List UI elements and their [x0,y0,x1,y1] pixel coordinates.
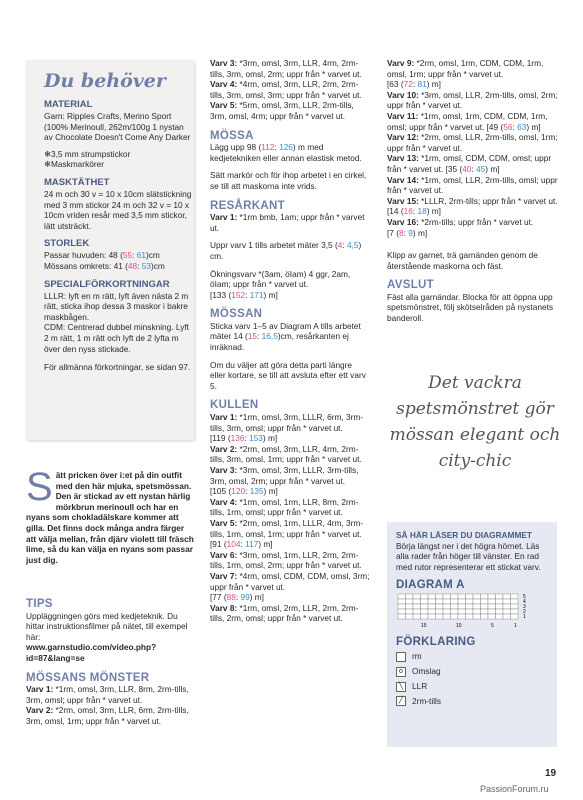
size-heading: STORLEK [44,238,90,250]
diagram-cell [436,599,444,604]
kullen-row: Varv 16: *2rm-tills; uppr från * varvet ut. [387,216,534,227]
diagram-cell [481,599,489,604]
k2tog-icon: ╱ [396,696,406,706]
diagram-a-chart [396,592,546,630]
mossan-heading: MÖSSAN [210,308,263,321]
diagram-cell [503,599,511,604]
row-number: 4 [523,598,526,605]
abbr-more: För allmänna förkortningar, se sidan 97. [44,362,191,373]
diagram-grid [398,594,518,619]
diagram-howto-heading: SÅ HÄR LÄSER DU DIAGRAMMET [396,530,532,540]
stitch-count: [77 (88: 99) m] [210,592,264,603]
kullen-row: Varv 14: *1rm, omsl, LLR, 2rm-tills, omsl; uppr från * varvet ut. [387,174,558,196]
middle-column [210,58,370,624]
diagram-cell [488,604,496,609]
kullen-row: Varv 9: *2rm, omsl, 1rm, CDM, CDM, 1rm, omsl, 1rm; uppr från * varvet ut. [387,58,544,79]
kullen-row: Varv 4: *1rm, omsl, 1rm, LLR, 8rm, 2rm-tills, 1rm, omsl; uppr från * varvet ut. [210,496,359,518]
diagram-cell [466,614,474,619]
pull-quote: Det vackra spetsmönstret gör mössan elegant och city-chic [389,373,561,471]
diagram-cell [458,614,466,619]
diagram-cell [496,609,504,614]
kullen-row: Varv 11: *1rm, omsl, 1rm, CDM, CDM, 1rm, omsl; uppr från * varvet ut. [49 (56: 63) m] [387,110,548,132]
diagram-cell [451,604,459,609]
diagram-cell [443,604,451,609]
diagram-cell [496,594,504,599]
diagram-cell [428,599,436,604]
kullen-row: Varv 15: *LLLR, 2rm-tills; uppr från * varvet ut. [14 (16: 18) m] [387,195,558,217]
gauge-text: 24 m och 30 v = 10 x 10cm slätstickning med 3 mm stickor 24 m och 32 v = 10 x 10cm vriden resår med 3,5 mm stickor, lätt utsträckt. [44,188,192,231]
diagram-cell [421,614,429,619]
gauge-heading: MASKTÄTHET [44,176,110,188]
stitch-count: [133 (152: 171) m] [210,289,278,300]
diagram-cell [496,614,504,619]
box-title: Du behöver [44,70,166,92]
tool-item: ❄Maskmarkörer [44,159,104,170]
row-number: 5 [523,593,526,600]
diagram-cell [503,604,511,609]
kullen-row: Varv 8: *1rm, omsl, 2rm, LLR, 2rm, 2rm-tills, 2rm, omsl; uppr från * varvet ut. [210,602,359,624]
row-number: 3 [523,603,526,610]
diagram-cell [421,604,429,609]
row-number: 1 [523,613,526,620]
diagram-cell [436,614,444,619]
watermark: PassionForum.ru [480,784,549,794]
diagram-a-heading: DIAGRAM A [396,579,465,592]
abbr-text: LLLR: lyft en m rätt, lyft även nästa 2 m rätt, sticka ihop dessa 3 maskor i bakre maskbågen. [44,290,189,322]
diagram-cell [443,599,451,604]
diagram-cell [398,604,406,609]
diagram-cell [398,609,406,614]
diagram-cell [413,609,421,614]
right-column [387,58,562,324]
legend-item: ╲ LLR [396,681,551,692]
mossan-text: Sticka varv 1–5 av Diagram A tills arbetet mäter 14 (15: 16,5)cm, resårkanten ej inräknad. [210,320,361,353]
abbr-heading: SPECIALFÖRKORTNINGAR [44,278,170,290]
intro-paragraph: Sätt pricken över i:et på din outfit med den här mjuka, spetsmössan. Den är stickad av ett nystan härlig mörkbrun merinoull och har en nyans som chokladälskare kommer att gilla. Det finns dock många andra färger att välja mellan, från djärv violett till fräsch lime, så du kan välja en nyans som passar just dig. [26,465,194,565]
diagram-cell [473,599,481,604]
diagram-cell [458,599,466,604]
diagram-cell [473,604,481,609]
drop-cap: S [26,465,53,509]
resar-text: Uppr varv 1 tills arbetet mäter 3,5 (4: 4,5) cm. [210,240,362,261]
legend-item: ╱ 2rm-tills [396,696,551,707]
kullen-row: Varv 12: *2rm, omsl, LLR, 2rm-tills, omsl, 1rm; uppr från * varvet ut. [387,132,558,153]
yarn-over-icon: o [396,667,406,677]
kullen-row: Varv 13: *1rm, omsl, CDM, CDM, omsl; uppr från * varvet ut. [35 (40: 45) m] [387,153,552,174]
tips-text: Uppläggningen görs med kedjeteknik. Du hittar instruktionsfilmer på nätet, till exempel här: [26,610,188,642]
diagram-cell [473,594,481,599]
row-1: Varv 1: *1rm, omsl, 3rm, LLR, 8rm, 2rm-tills, 3rm, omsl; uppr från * varvet ut. [26,684,189,705]
diagram-cell [466,609,474,614]
mossa-text: Lägg upp 98 (112: 126) m med kedjetekniken eller annan elastisk metod. [210,142,362,163]
diagram-cell [451,599,459,604]
diagram-cell [451,609,459,614]
diagram-cell [488,599,496,604]
diagram-box [387,522,557,747]
diagram-cell [436,594,444,599]
kullen-row: Varv 5: *2rm, omsl, 1rm, LLLR, 4rm, 3rm-tills, 1rm, omsl, 1rm; uppr från * varvet ut. [210,517,364,539]
kullen-row: Varv 3: *3rm, omsl, 3rm, LLLR, 3rm-tills, 3rm, omsl, 2rm; uppr från * varvet ut. [210,465,359,486]
stitch-count: [63 (72: 81) m] [387,79,441,90]
row-number: 2 [523,608,526,615]
diagram-cell [481,604,489,609]
diagram-cell [466,599,474,604]
diagram-cell [473,609,481,614]
material-text: Garn: Ripples Crafts, Merino Sport (100% Merinoull, 262m/100g 1 nystan av Chocolate Doesn't Come Any Darker [44,111,191,143]
col-number: 15 [421,622,427,629]
diagram-cell [413,599,421,604]
diagram-cell [496,599,504,604]
kullen-row: Varv 7: *4rm, omsl, CDM, CDM, omsl, 3rm; uppr från * varvet ut. [210,570,370,592]
legend-heading: FÖRKLARING [396,635,476,648]
size-line: Passar huvuden: 48 (55: 61)cm [44,250,160,261]
diagram-cell [436,609,444,614]
diagram-cell [466,594,474,599]
resar-row: Varv 1: *1rm bmb, 1am; uppr från * varvet ut. [210,212,365,233]
diagram-cell [443,594,451,599]
left-column [26,590,194,727]
kullen-row: Varv 6: *3rm, omsl, 1rm, LLR, 2rm, 2rm-tills, 1rm, omsl, 2rm; uppr från * varvet ut. [210,549,362,571]
diagram-cell [458,594,466,599]
abbr-text: CDM: Centrerad dubbel minskning. Lyft 2 m rätt, 1 m rätt och lyft de 2 lyfta m över den nyss stickade. [44,322,189,354]
size-line: Mössans omkrets: 41 (48: 53)cm [44,260,165,271]
legend-item: o Omslag [396,666,551,677]
diagram-cell [481,614,489,619]
diagram-cell [496,604,504,609]
stitch-count: [119 (136: 153) m] [210,433,278,444]
row-4: Varv 4: *4rm, omsl, 3rm, LLR, 2rm, 2rm-tills, 3rm, omsl, 3rm; uppr från * varvet ut. [210,79,362,100]
stitch-count: [105 (120: 135) m] [210,486,278,497]
diagram-cell [421,594,429,599]
tips-heading: TIPS [26,598,53,610]
col-number: 10 [456,622,462,629]
diagram-cell [488,614,496,619]
diagram-cell [428,604,436,609]
diagram-cell [511,599,519,604]
material-heading: MATERIAL [44,99,93,110]
diagram-cell [458,604,466,609]
diagram-cell [413,604,421,609]
diagram-cell [481,594,489,599]
diagram-cell [398,599,406,604]
materials-box [26,60,194,440]
stitch-count: [91 (104: 117) m] [210,539,273,550]
diagram-cell [466,604,474,609]
col-number: 1 [514,622,517,629]
diagram-cell [406,594,414,599]
legend-item: rm [396,651,551,662]
row-5: Varv 5: *5rm, omsl, 3rm, LLR, 2rm-tills, 3rm, omsl, 4rm; uppr från * varvet ut. [210,100,354,121]
row-3: Varv 3: *3rm, omsl, 3rm, LLR, 4rm, 2rm-tills, 3rm, omsl, 2rm; uppr från * varvet ut. [210,58,362,79]
diagram-cell [421,599,429,604]
diagram-cell [488,609,496,614]
diagram-cell [481,609,489,614]
diagram-cell [398,594,406,599]
stitch-count: [7 (8: 9) m] [387,227,428,238]
diagram-cell [503,614,511,619]
diagram-howto-text: Börja längst ner i det högra hörnet. Läs alla rader från höger till vänster. En rad med rutor representerar ett stickat varv. [396,540,541,572]
diagram-cell [443,614,451,619]
diagram-cell [413,594,421,599]
kullen-heading: KULLEN [210,399,259,412]
diagram-cell [511,609,519,614]
diagram-cell [511,614,519,619]
diagram-cell [421,609,429,614]
diagram-cell [503,594,511,599]
diagram-cell [398,614,406,619]
row-2: Varv 2: *2rm, omsl, 3rm, LLR, 6rm, 2rm-tills, 3rm, omsl, 1rm; uppr från * varvet ut. [26,705,189,726]
resar-heading: RESÅRKANT [210,199,285,212]
diagram-cell [451,614,459,619]
diagram-cell [428,594,436,599]
tool-item: ❄3,5 mm strumpstickor [44,148,131,159]
diagram-cell [406,609,414,614]
col-number: 5 [491,622,494,629]
kullen-row: Varv 10: *3rm, omsl, LLR, 2rm-tills, omsl, 2rm; uppr från * varvet ut. [387,89,558,111]
resar-text: Ökningsvarv *(3am, öIam) 4 ggr, 2am, öIam; uppr från * varvet ut. [210,268,351,290]
diagram-cell [428,609,436,614]
diagram-cell [406,604,414,609]
diagram-cell [436,604,444,609]
diagram-cell [503,609,511,614]
avslut-text: Fäst alla garnändar. Blocka för att öppna upp spetsmönstret, följ skötselråden på nystanets banderoll. [387,291,554,324]
mossan-text: Om du väljer att göra detta parti längre eller kortare, se till att avsluta efter ett varv 5. [210,359,366,391]
mossa-text: Sätt markör och för ihop arbetet i en cirkel, se till att maskorna inte vrids. [210,170,367,191]
llr-icon: ╲ [396,682,406,692]
tips-link[interactable]: www.garnstudio.com/video.php?id=87&lang=se [26,642,157,663]
page-number: 19 [545,768,557,779]
diagram-cell [443,609,451,614]
knit-symbol-icon [396,652,406,662]
klipp-text: Klipp av garnet, trä garnänden genom de återstående maskorna och fäst. [387,250,538,271]
diagram-cell [458,609,466,614]
avslut-heading: AVSLUT [387,279,434,292]
diagram-cell [406,599,414,604]
diagram-cell [488,594,496,599]
monster-heading: MÖSSANS MÖNSTER [26,671,150,684]
diagram-cell [428,614,436,619]
diagram-cell [473,614,481,619]
diagram-cell [406,614,414,619]
diagram-cell [413,614,421,619]
diagram-cell [511,594,519,599]
diagram-cell [511,604,519,609]
kullen-row: Varv 2: *2rm, omsl, 3rm, LLR, 4rm, 2rm-tills, 3rm, omsl, 1rm; uppr från * varvet ut. [210,443,362,465]
kullen-row: Varv 1: *1rm, omsl, 3rm, LLLR, 6rm, 3rm-tills, 3rm, omsl; uppr från * varvet ut. [210,412,364,433]
mossa-heading: MÖSSA [210,129,254,142]
diagram-cell [451,594,459,599]
